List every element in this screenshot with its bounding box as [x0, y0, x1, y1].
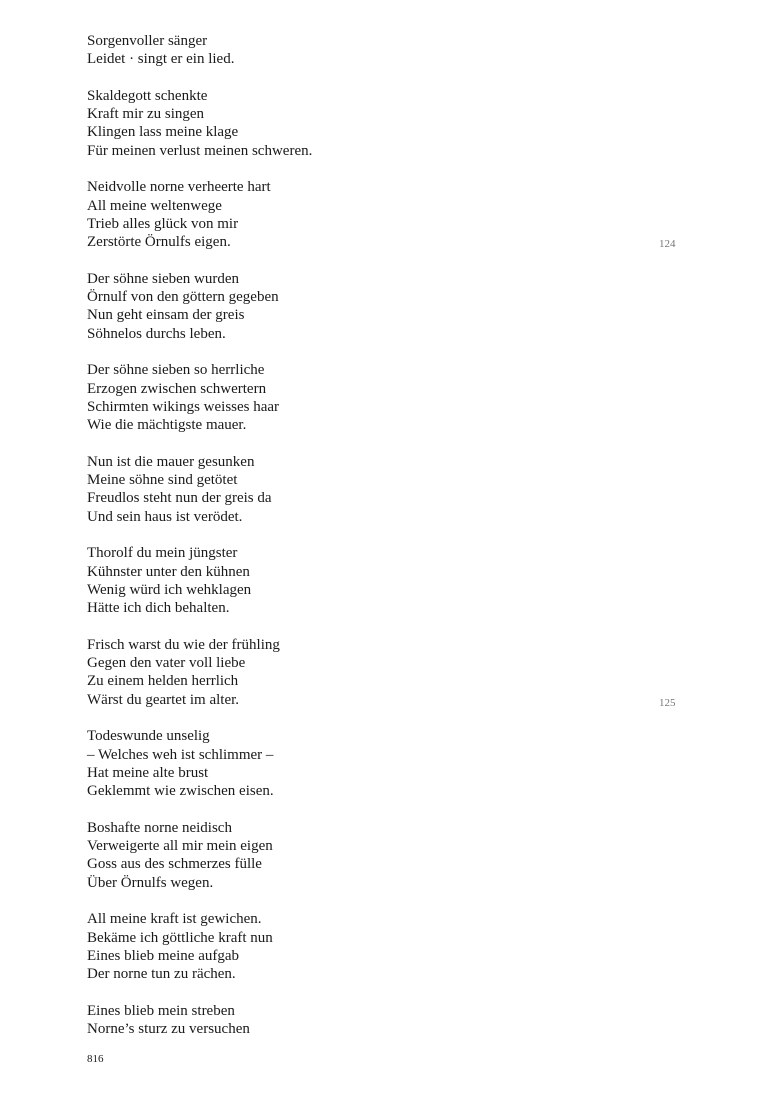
verse-line: Schirmten wikings weisses haar: [87, 398, 280, 415]
verse-line: Sorgenvoller sänger: [87, 33, 208, 49]
verse-line: Kühnster unter den kühnen: [87, 563, 250, 580]
stanza: [87, 178, 647, 251]
verse-line: Goss aus des schmerzes fülle: [87, 856, 262, 873]
verse-line: Nun ist die mauer gesunken: [87, 453, 255, 470]
stanza: [87, 270, 647, 343]
verse-line: Der söhne sieben so herrliche: [87, 362, 265, 379]
verse-line: Söhnelos durchs leben.: [87, 325, 226, 342]
verse-line: Für meinen verlust meinen schweren.: [87, 142, 313, 159]
verse-line: Kraft mir zu singen: [87, 106, 205, 123]
stanza: [87, 87, 647, 160]
stanza: [87, 819, 647, 892]
verse-line: Frisch warst du wie der frühling: [87, 636, 280, 653]
verse-line: Eines blieb mein streben: [87, 1002, 235, 1019]
verse-line: Neidvolle norne verheerte hart: [87, 179, 271, 196]
margin-line-number: 125: [659, 697, 676, 709]
verse-line: Hätte ich dich behalten.: [87, 600, 230, 617]
verse-line: Zerstörte Örnulfs eigen.: [87, 234, 231, 251]
verse-line: Wie die mächtigste mauer.: [87, 417, 247, 434]
stanza: [87, 1002, 647, 1039]
verse-line: Todeswunde unselig: [87, 728, 210, 745]
verse-line: Der söhne sieben wurden: [87, 270, 240, 287]
stanza: [87, 727, 647, 800]
verse-line: Skaldegott schenkte: [87, 87, 208, 104]
verse-line: Trieb alles glück von mir: [87, 215, 239, 232]
verse-line: All meine kraft ist gewichen.: [87, 911, 262, 928]
verse-line: Wenig würd ich wehklagen: [87, 581, 252, 598]
poem-body: [87, 32, 647, 1057]
verse-line: Hat meine alte brust: [87, 764, 209, 781]
verse-line: Bekäme ich göttliche kraft nun: [87, 929, 273, 946]
verse-line: Wärst du geartet im alter.: [87, 691, 240, 708]
margin-line-number: 124: [659, 238, 676, 250]
verse-line: Zu einem helden herrlich: [87, 673, 239, 690]
verse-line: Thorolf du mein jüngster: [87, 545, 238, 562]
stanza: [87, 636, 647, 709]
verse-line: Der norne tun zu rächen.: [87, 966, 236, 983]
verse-line: Über Örnulfs wegen.: [87, 874, 214, 891]
stanza: [87, 910, 647, 983]
verse-line: All meine weltenwege: [87, 197, 222, 214]
verse-line: Norne’s sturz zu versuchen: [87, 1021, 250, 1038]
verse-line: Meine söhne sind getötet: [87, 472, 238, 489]
verse-line: Und sein haus ist verödet.: [87, 508, 243, 525]
stanza: [87, 361, 647, 434]
verse-line: Freudlos steht nun der greis da: [87, 490, 272, 507]
verse-line: Eines blieb meine aufgab: [87, 947, 240, 964]
verse-line: Boshafte norne neidisch: [87, 819, 232, 836]
verse-line: Gegen den vater voll liebe: [87, 655, 246, 672]
stanza: [87, 544, 647, 617]
verse-line: Erzogen zwischen schwertern: [87, 380, 267, 397]
verse-line: Klingen lass meine klage: [87, 124, 239, 141]
verse-line: Geklemmt wie zwischen eisen.: [87, 783, 274, 800]
page-number: 816: [87, 1053, 104, 1065]
verse-line: – Welches weh ist schlimmer –: [87, 746, 274, 763]
stanza: [87, 453, 647, 526]
verse-line: Örnulf von den göttern gegeben: [87, 289, 279, 306]
verse-line: Nun geht einsam der greis: [87, 307, 245, 324]
verse-line: Leidet · singt er ein lied.: [87, 51, 235, 68]
stanza: [87, 32, 647, 69]
verse-line: Verweigerte all mir mein eigen: [87, 838, 273, 855]
